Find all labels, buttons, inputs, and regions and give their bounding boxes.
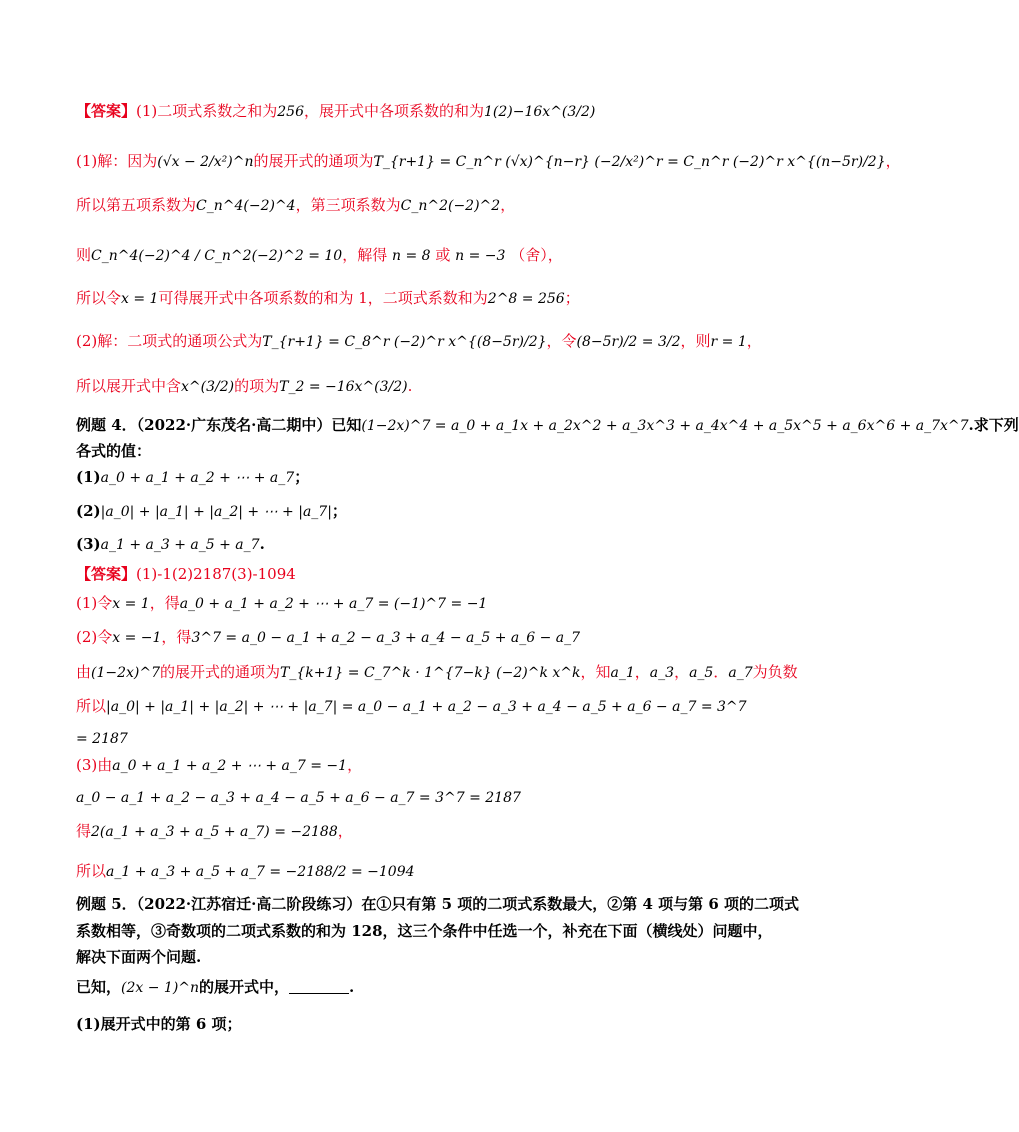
math-inline: a_7 — [728, 665, 753, 681]
math-inline: 256 — [277, 104, 304, 120]
solution-4-line-5 — [76, 727, 740, 750]
example-5-given — [76, 976, 740, 999]
solution-text: ，知 — [580, 663, 611, 681]
math-inline: 2(a_1 + a_3 + a_5 + a_7) = −2188 — [91, 824, 338, 840]
math-inline: a_1 + a_3 + a_5 + a_7 = −2188/2 = −1094 — [106, 864, 415, 880]
answer-text: ，展开式中各项系数的和为 — [304, 102, 485, 120]
math-inline: |a_0| + |a_1| + |a_2| + ⋯ + |a_7| — [100, 504, 332, 520]
fill-in-blank — [289, 979, 349, 994]
solution-text: 可得展开式中各项系数的和为 1，二项式系数和为 — [158, 289, 488, 307]
example-4-part-1 — [76, 466, 740, 489]
math-inline: T_{k+1} = C_7^k · 1^{7−k} (−2)^k x^k — [280, 665, 581, 681]
example-text: 系数相等，③奇数项的二项式系数的和为 128，这三个条件中任选一个，补充在下面（横线处）问题中， — [76, 922, 773, 940]
math-inline: (2x − 1)^n — [121, 980, 200, 996]
answer-text: (1)-1(2)2187(3)-1094 — [136, 565, 296, 583]
punct: . — [349, 978, 355, 996]
solution-text: (2)令 — [76, 628, 113, 646]
solution-line-1 — [76, 150, 901, 173]
solution-text: 所以 — [76, 862, 107, 880]
math-inline: a_0 − a_1 + a_2 − a_3 + a_4 − a_5 + a_6 − a_7 = 3^7 = 2187 — [76, 790, 521, 806]
example-text: .求下列 — [968, 416, 1019, 434]
solution-text: 的展开式的通项为 — [253, 152, 374, 170]
solution-text: (3)由 — [76, 756, 113, 774]
math-inline: T_{r+1} = C_8^r (−2)^r x^{(8−5r)/2} — [262, 334, 547, 350]
solution-line-3 — [76, 244, 740, 267]
solution-text: 所以第五项系数为 — [76, 196, 197, 214]
solution-text: 则 — [76, 246, 92, 264]
example-text: 例题 4．（2022·广东茂名·高二期中）已知 — [76, 416, 362, 434]
solution-text: ，得 — [149, 594, 180, 612]
solution-text: 所以令 — [76, 289, 122, 307]
solution-text: . — [407, 377, 413, 395]
answer-tag: 【答案】 — [76, 102, 137, 120]
solution-4-line-4 — [76, 695, 747, 718]
example-5-heading-cont-2 — [76, 946, 740, 968]
solution-text: ，则 — [680, 332, 711, 350]
math-inline: a_5 — [689, 665, 714, 681]
solution-text: ， — [500, 196, 516, 214]
math-inline: a_1 + a_3 + a_5 + a_7 — [100, 537, 260, 553]
example-text: 解决下面两个问题. — [76, 948, 202, 966]
example-text: 已知， — [76, 978, 122, 996]
solution-text: 的项为 — [234, 377, 280, 395]
solution-4-line-1 — [76, 592, 740, 615]
math-inline: x = 1 — [121, 291, 159, 307]
solution-4-line-2 — [76, 626, 740, 649]
part-label: (3) — [76, 535, 101, 553]
math-inline: x^(3/2) — [181, 379, 235, 395]
solution-line-5 — [76, 330, 762, 353]
solution-4-line-3 — [76, 661, 798, 684]
solution-text: ， — [746, 332, 762, 350]
solution-text: ， — [634, 663, 650, 681]
punct: . — [259, 535, 265, 553]
solution-text: 为负数 — [752, 663, 798, 681]
math-inline: a_3 — [649, 665, 675, 681]
solution-text: (2)解：二项式的通项公式为 — [76, 332, 263, 350]
math-inline: a_0 + a_1 + a_2 + ⋯ + a_7 = −1 — [112, 758, 348, 774]
example-text: 的展开式中， — [199, 978, 290, 996]
math-inline: a_0 + a_1 + a_2 + ⋯ + a_7 = (−1)^7 = −1 — [179, 596, 488, 612]
math-inline: (√x − 2/x²)^n — [157, 154, 254, 170]
math-inline: (1−2x)^7 = a_0 + a_1x + a_2x^2 + a_3x^3 + a_4x^4 + a_5x^5 + a_6x^6 + a_7x^7 — [361, 418, 969, 434]
solution-text: 所以展开式中含 — [76, 377, 182, 395]
example-4-part-3 — [76, 533, 740, 556]
solution-text: (1)解：因为 — [76, 152, 158, 170]
math-inline: C_n^4(−2)^4 — [196, 198, 296, 214]
math-inline: n = −3 — [455, 248, 506, 264]
math-inline: (1−2x)^7 — [91, 665, 161, 681]
solution-text: ． — [713, 663, 729, 681]
solution-line-6 — [76, 375, 740, 398]
solution-text: ， — [347, 756, 363, 774]
punct: ； — [294, 468, 310, 486]
solution-text: 由 — [76, 663, 92, 681]
math-inline: C_n^4(−2)^4 / C_n^2(−2)^2 = 10 — [91, 248, 343, 264]
example-4-part-2 — [76, 500, 740, 523]
solution-text: 所以 — [76, 697, 107, 715]
solution-text: 得 — [76, 822, 92, 840]
solution-4-line-9 — [76, 860, 740, 883]
example-text: 各式的值： — [76, 442, 152, 460]
math-inline: (8−5r)/2 = 3/2 — [576, 334, 681, 350]
solution-4-line-8 — [76, 820, 740, 843]
answer-tag: 【答案】 — [76, 565, 137, 583]
solution-text: ， — [885, 152, 901, 170]
example-4-heading — [76, 414, 1019, 437]
solution-text: ，解得 — [342, 246, 388, 264]
example-4-heading-cont — [76, 440, 740, 462]
math-inline: T_2 = −16x^(3/2) — [279, 379, 408, 395]
math-inline: n = 8 — [392, 248, 431, 264]
answer-4-line — [76, 563, 740, 585]
example-text: (1)展开式中的第 6 项； — [76, 1015, 242, 1033]
solution-text: ，第三项系数为 — [295, 196, 401, 214]
solution-4-line-7 — [76, 786, 740, 809]
math-inline: 2^8 = 256 — [487, 291, 565, 307]
math-inline: 3^7 = a_0 − a_1 + a_2 − a_3 + a_4 − a_5 + a_6 − a_7 — [191, 630, 581, 646]
answer-text: (1)二项式系数之和为 — [136, 102, 278, 120]
math-inline: 1(2)−16x^(3/2) — [484, 104, 596, 120]
math-inline: = 2187 — [76, 731, 128, 747]
math-inline: r = 1 — [710, 334, 747, 350]
solution-text: ； — [564, 289, 580, 307]
math-inline: C_n^2(−2)^2 — [400, 198, 501, 214]
solution-text: 的展开式的通项为 — [160, 663, 281, 681]
example-5-heading — [76, 893, 799, 915]
math-inline: a_0 + a_1 + a_2 + ⋯ + a_7 — [100, 470, 295, 486]
solution-text: ， — [674, 663, 690, 681]
math-inline: x = 1 — [112, 596, 150, 612]
math-inline: x = −1 — [112, 630, 162, 646]
answer-line-1 — [76, 100, 740, 123]
example-text: 例题 5．（2022·江苏宿迁·高二阶段练习）在①只有第 5 项的二项式系数最大，②第 4 项与第 6 项的二项式 — [76, 895, 799, 913]
solution-text: ， — [337, 822, 353, 840]
solution-text: ，得 — [161, 628, 192, 646]
solution-text: 或 — [435, 246, 451, 264]
example-5-heading-cont — [76, 920, 773, 942]
solution-text: (1)令 — [76, 594, 113, 612]
punct: ； — [331, 502, 347, 520]
solution-text: ，令 — [546, 332, 577, 350]
example-5-part-1 — [76, 1013, 740, 1035]
part-label: (2) — [76, 502, 101, 520]
part-label: (1) — [76, 468, 101, 486]
solution-line-2 — [76, 194, 740, 217]
math-inline: |a_0| + |a_1| + |a_2| + ⋯ + |a_7| = a_0 − a_1 + a_2 − a_3 + a_4 − a_5 + a_6 − a_7 = 3^7 — [106, 699, 747, 715]
math-inline: a_1 — [610, 665, 635, 681]
solution-text: （舍）， — [510, 246, 563, 264]
solution-line-4 — [76, 287, 740, 310]
math-inline: T_{r+1} = C_n^r (√x)^{n−r} (−2/x²)^r = C_n^r (−2)^r x^{(n−5r)/2} — [373, 154, 886, 170]
solution-4-line-6 — [76, 754, 740, 777]
